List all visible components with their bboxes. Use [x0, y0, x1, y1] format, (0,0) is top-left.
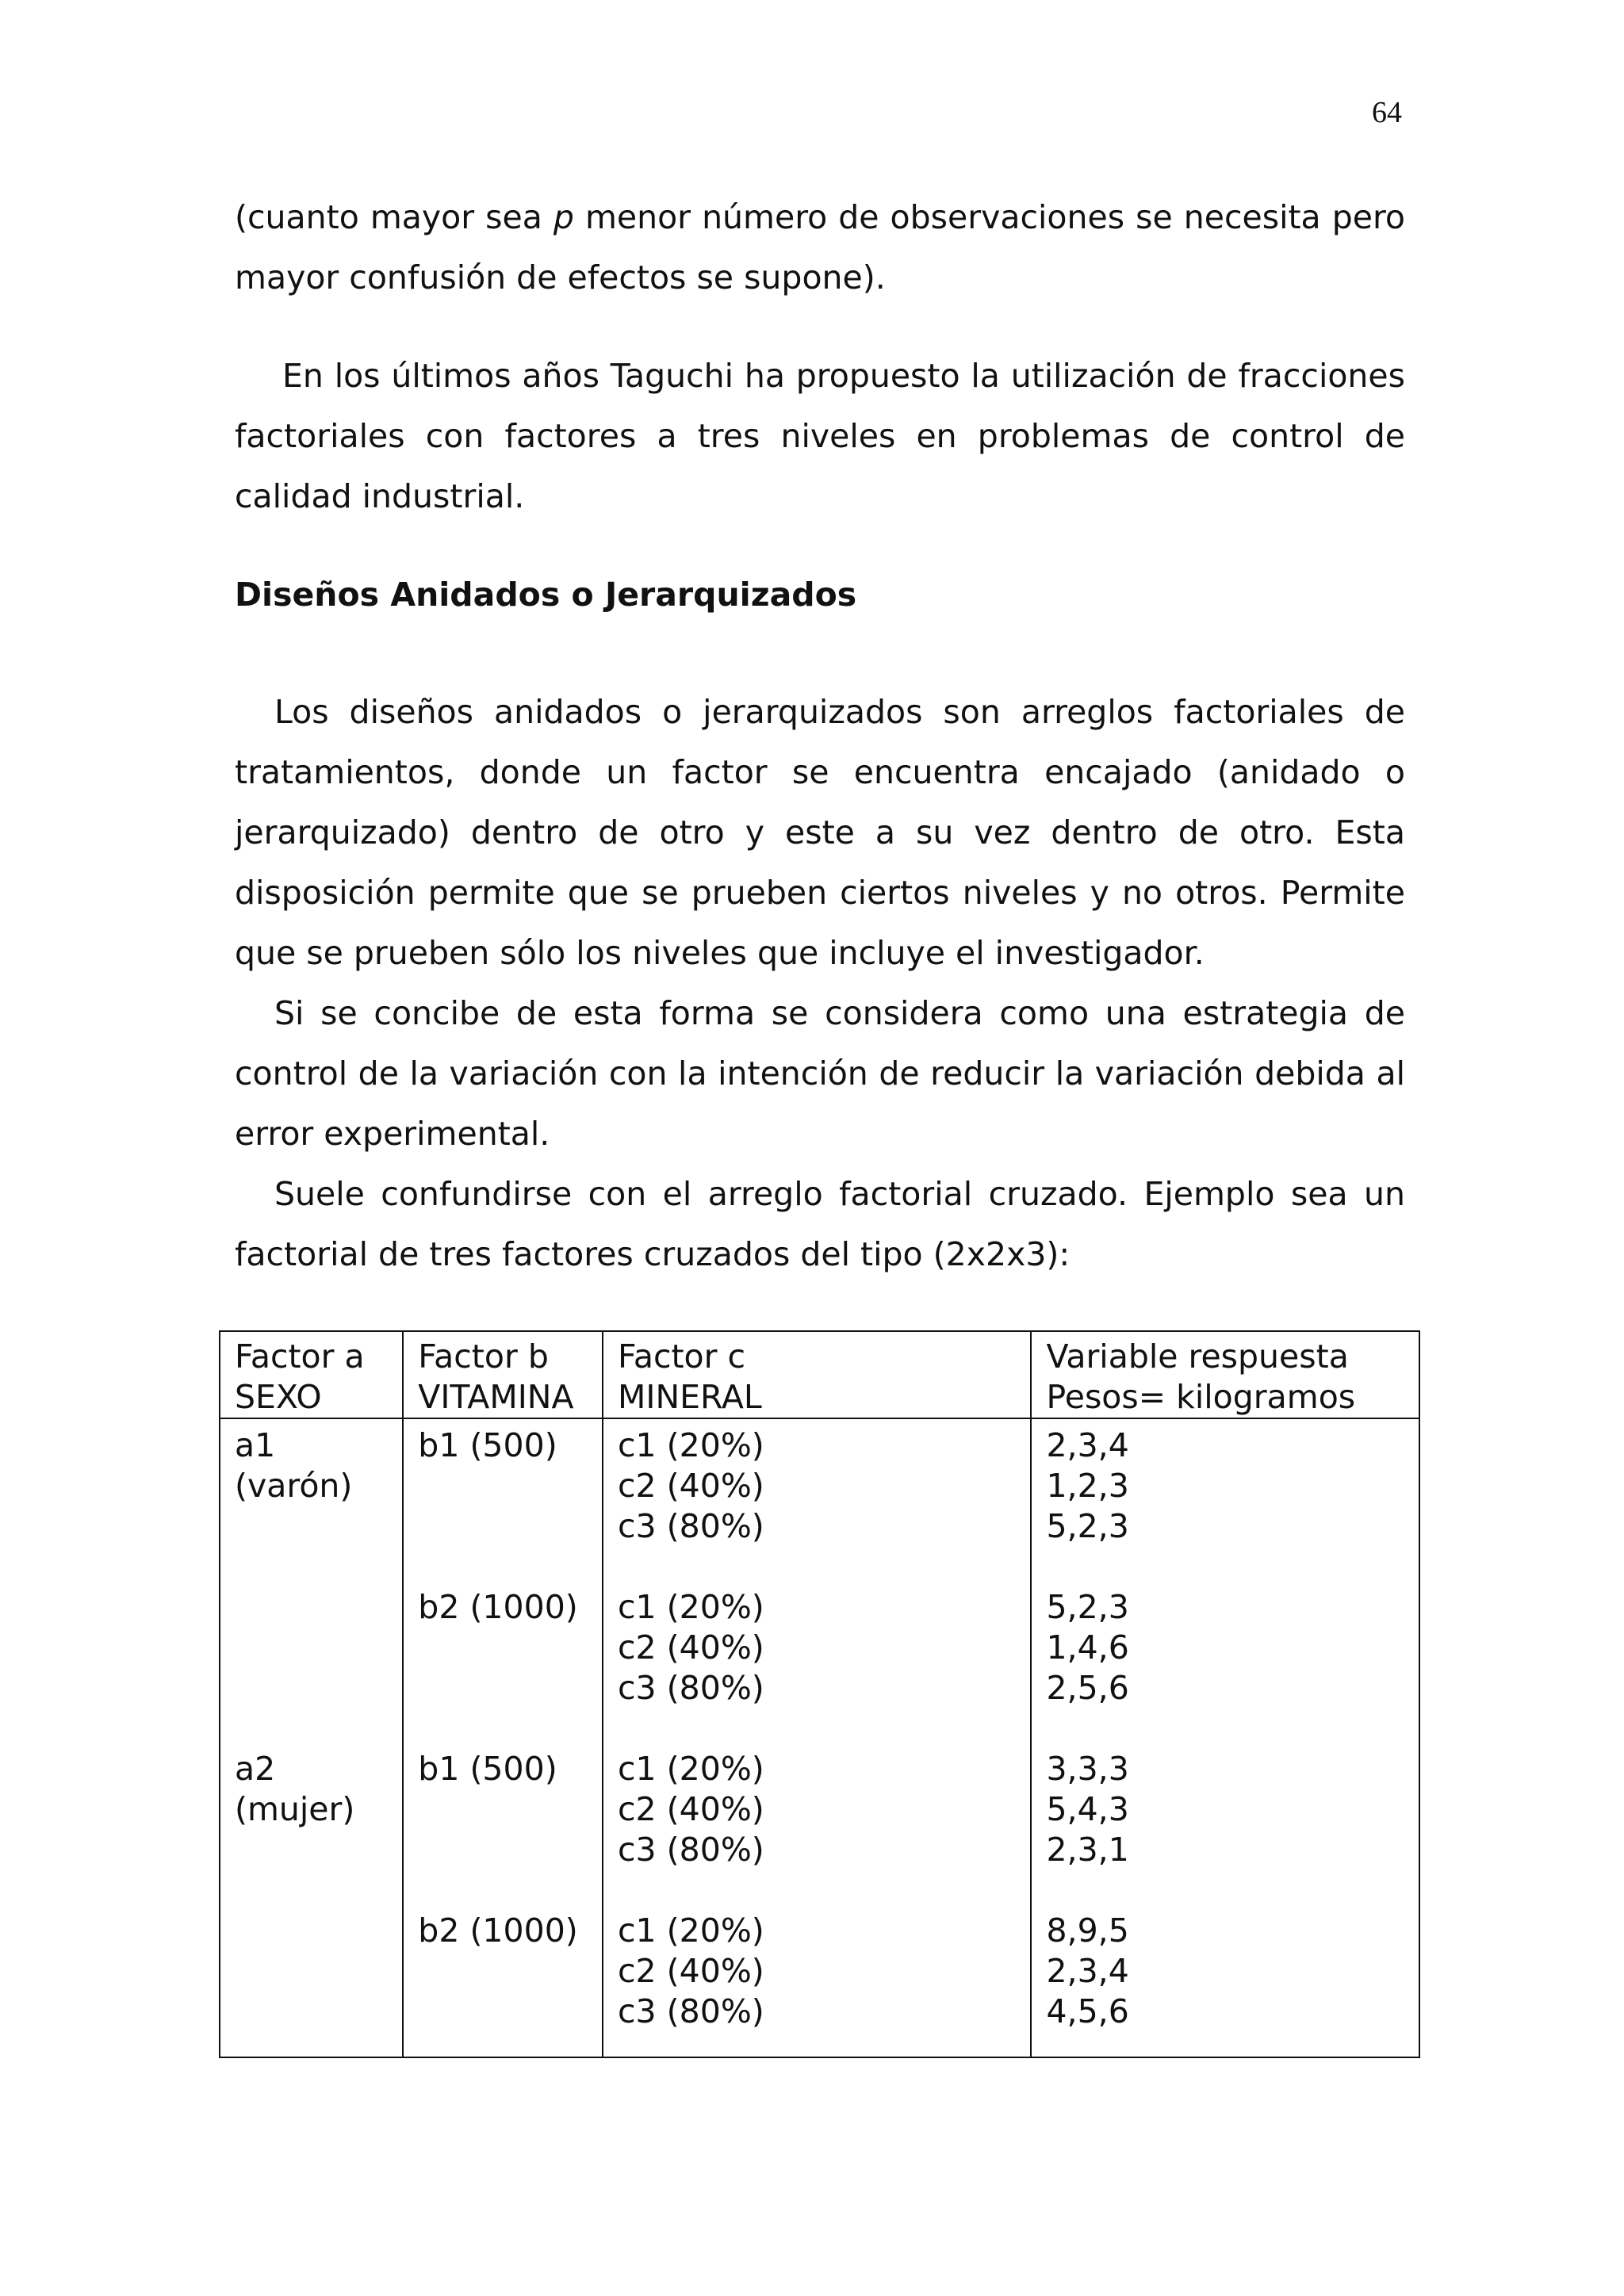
- table-cell-line: 2,5,6: [1046, 1669, 1129, 1707]
- response-group: [1046, 1911, 1404, 2032]
- table-cell-line: c2 (40%): [618, 1628, 764, 1667]
- table-cell-line: c2 (40%): [618, 1790, 764, 1828]
- factor-c-column: [603, 1418, 1031, 2057]
- paragraph-1-after: menor número de observaciones se necesita pero mayor confusión de efectos se supone).: [235, 198, 1405, 297]
- table-cell-line: 2,3,4: [1046, 1426, 1129, 1464]
- table-cell-line: 2,3,1: [1046, 1831, 1129, 1869]
- table-cell-line: (varón): [235, 1467, 353, 1505]
- blank-line: [418, 1668, 588, 1709]
- header-cell-line: VITAMINA: [418, 1378, 574, 1416]
- paragraph-4: Si se concibe de esta forma se considera como una estrategia de control de la variación con la intención de reducir la variación debida al error experimental.: [235, 994, 1405, 1153]
- table-cell-line: c1 (20%): [618, 1588, 764, 1626]
- table-cell-line: 5,2,3: [1046, 1507, 1129, 1545]
- table-cell-line: (mujer): [235, 1790, 355, 1828]
- blank-line: [418, 1789, 588, 1830]
- header-cell-line: Pesos= kilogramos: [1046, 1378, 1356, 1416]
- factor-a-level-2: [235, 1749, 388, 1830]
- section-body: [235, 682, 1405, 1284]
- factor-c-group: [618, 1911, 1016, 2032]
- response-group: [1046, 1587, 1404, 1709]
- table-cell-line: a2: [235, 1750, 276, 1788]
- response-column: [1031, 1418, 1419, 2057]
- header-cell-line: Factor c: [618, 1337, 746, 1376]
- header-cell-line: Variable respuesta: [1046, 1337, 1349, 1376]
- response-group: [1046, 1749, 1404, 1870]
- section-heading: Diseños Anidados o Jerarquizados: [235, 576, 857, 614]
- factor-b-group: [418, 1911, 588, 1951]
- factor-a-level-1: [235, 1425, 388, 1506]
- table-cell-line: c3 (80%): [618, 1669, 764, 1707]
- paragraph-1-italic-p: p: [553, 198, 574, 236]
- table-cell-line: c3 (80%): [618, 1507, 764, 1545]
- paragraph-2-text: En los últimos años Taguchi ha propuesto la utilización de fracciones factoriales con factores a tres niveles en problemas de control de calidad industrial.: [235, 357, 1405, 515]
- table-cell-line: 3,3,3: [1046, 1750, 1129, 1788]
- header-factor-a: [220, 1331, 403, 1418]
- table-cell-line: 5,4,3: [1046, 1790, 1129, 1828]
- paragraph-1-before: (cuanto mayor sea: [235, 198, 553, 236]
- table-cell-line: 5,2,3: [1046, 1588, 1129, 1626]
- table-cell-line: 1,2,3: [1046, 1467, 1129, 1505]
- table-cell-line: b1 (500): [418, 1750, 557, 1788]
- header-cell-line: Factor b: [418, 1337, 549, 1376]
- blank-line: [418, 1506, 588, 1547]
- paragraph-2: [235, 346, 1405, 526]
- table-cell-line: a1: [235, 1426, 276, 1464]
- paragraph-5: Suele confundirse con el arreglo factorial cruzado. Ejemplo sea un factorial de tres factores cruzados del tipo (2x2x3):: [235, 1175, 1405, 1273]
- blank-line: [418, 1628, 588, 1668]
- table-cell-line: c1 (20%): [618, 1426, 764, 1464]
- blank-line: [418, 1466, 588, 1506]
- factor-c-group: [618, 1425, 1016, 1547]
- header-factor-c: [603, 1331, 1031, 1418]
- table-cell-line: b2 (1000): [418, 1911, 578, 1950]
- table-cell-line: c2 (40%): [618, 1952, 764, 1990]
- factor-b-group: [418, 1749, 588, 1870]
- page-number: 64: [1372, 96, 1402, 129]
- table-cell-line: 4,5,6: [1046, 1992, 1129, 2030]
- header-cell-line: Factor a: [235, 1337, 365, 1376]
- table-header-row: [220, 1331, 1419, 1418]
- factor-c-group: [618, 1749, 1016, 1870]
- response-group: [1046, 1425, 1404, 1547]
- factor-a-column: [220, 1418, 403, 2057]
- table-cell-line: c1 (20%): [618, 1750, 764, 1788]
- table-cell-line: 8,9,5: [1046, 1911, 1129, 1950]
- paragraph-3: Los diseños anidados o jerarquizados son arreglos factoriales de tratamientos, donde un factor se encuentra encajado (anidado o jerarquizado) dentro de otro y este a su vez dentro de otro. Esta disposición permite que se prueben ciertos niveles y no otros. Permite que se prueben sólo los niveles que incluye el investigador.: [235, 693, 1405, 972]
- factor-b-group: [418, 1587, 588, 1709]
- table-cell-line: c3 (80%): [618, 1831, 764, 1869]
- table-cell-line: c2 (40%): [618, 1467, 764, 1505]
- factorial-table: [219, 1330, 1420, 2058]
- paragraph-1-text: [235, 187, 1405, 308]
- table-cell-line: 1,4,6: [1046, 1628, 1129, 1667]
- header-factor-b: [403, 1331, 603, 1418]
- table-cell-line: b1 (500): [418, 1426, 557, 1464]
- table-body-row: [220, 1418, 1419, 2057]
- table-cell-line: b2 (1000): [418, 1588, 578, 1626]
- header-cell-line: MINERAL: [618, 1378, 762, 1416]
- factor-b-column: [403, 1418, 603, 2057]
- header-response: [1031, 1331, 1419, 1418]
- factor-c-group: [618, 1587, 1016, 1709]
- paragraph-1: [235, 187, 1405, 308]
- spacer: [235, 1506, 388, 1749]
- table-cell-line: c1 (20%): [618, 1911, 764, 1950]
- table-cell-line: 2,3,4: [1046, 1952, 1129, 1990]
- blank-line: [418, 1830, 588, 1870]
- table-cell-line: c3 (80%): [618, 1992, 764, 2030]
- header-cell-line: SEXO: [235, 1378, 322, 1416]
- factor-b-group: [418, 1425, 588, 1547]
